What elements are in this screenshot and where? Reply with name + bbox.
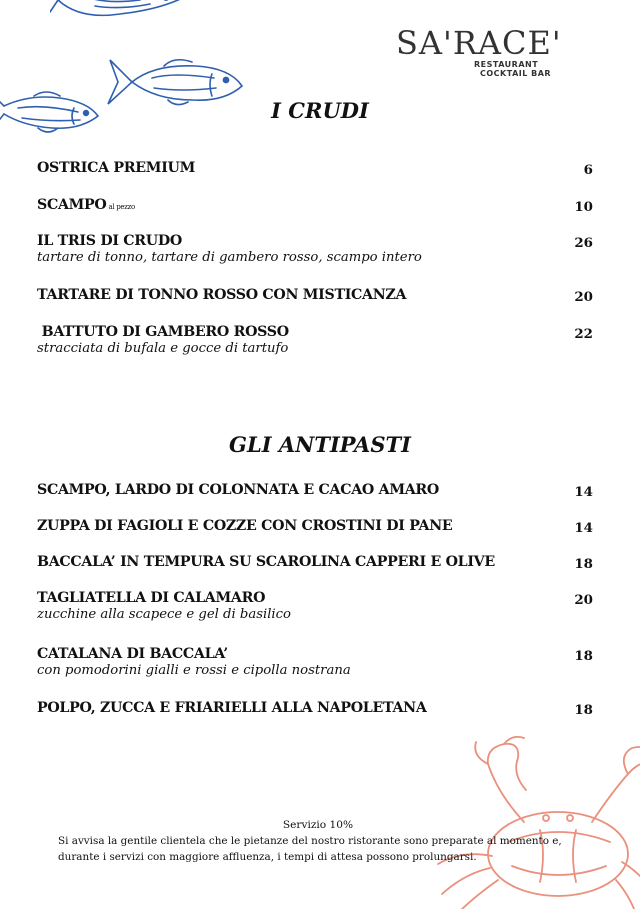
menu-item bbox=[37, 518, 593, 534]
item-price: 20 bbox=[574, 289, 593, 305]
item-price: 6 bbox=[584, 162, 593, 178]
item-name: SCAMPO, LARDO DI COLONNATA E CACAO AMARO bbox=[37, 482, 593, 498]
restaurant-logo bbox=[396, 18, 566, 78]
item-price: 26 bbox=[574, 235, 593, 251]
item-note: al pezzo bbox=[108, 203, 134, 211]
item-name: OSTRICA PREMIUM bbox=[37, 160, 593, 176]
logo-line-cocktail-bar: COCKTAIL BAR bbox=[480, 69, 551, 78]
item-price: 14 bbox=[574, 484, 593, 500]
item-description: stracciata di bufala e gocce di tartufo bbox=[37, 341, 593, 356]
item-name: IL TRIS DI CRUDO bbox=[37, 233, 593, 249]
menu-item bbox=[37, 287, 593, 303]
logo-name: SA'RACE' bbox=[396, 24, 562, 62]
item-name: TARTARE DI TONNO ROSSO CON MISTICANZA bbox=[37, 287, 593, 303]
item-name: CATALANA DI BACCALA’ bbox=[37, 646, 593, 662]
menu-item bbox=[37, 646, 593, 678]
section-title-antipasti: GLI ANTIPASTI bbox=[0, 432, 640, 457]
menu-item bbox=[37, 482, 593, 498]
item-price: 18 bbox=[574, 648, 593, 664]
section-title-crudi: I CRUDI bbox=[0, 98, 640, 123]
fish-illustration-top-icon bbox=[50, 0, 190, 22]
item-description: con pomodorini gialli e rossi e cipolla nostrana bbox=[37, 663, 593, 678]
menu-item bbox=[37, 160, 593, 176]
item-name: ZUPPA DI FAGIOLI E COZZE CON CROSTINI DI PANE bbox=[37, 518, 593, 534]
item-name: POLPO, ZUCCA E FRIARIELLI ALLA NAPOLETANA bbox=[37, 700, 593, 716]
item-price: 22 bbox=[574, 326, 593, 342]
item-price: 18 bbox=[574, 556, 593, 572]
item-name: BACCALA’ IN TEMPURA SU SCAROLINA CAPPERI E OLIVE bbox=[37, 554, 593, 570]
item-price: 18 bbox=[574, 702, 593, 718]
item-price: 20 bbox=[574, 592, 593, 608]
item-name: BATTUTO DI GAMBERO ROSSO bbox=[37, 324, 593, 340]
item-price: 14 bbox=[574, 520, 593, 536]
menu-item bbox=[37, 197, 593, 213]
item-description: zucchine alla scapece e gel di basilico bbox=[37, 607, 593, 622]
service-notice bbox=[58, 817, 578, 865]
notice-line-1: Si avvisa la gentile clientela che le pietanze del nostro ristorante sono preparate al momento e, bbox=[58, 833, 578, 849]
menu-item bbox=[37, 233, 593, 265]
menu-item bbox=[37, 590, 593, 622]
menu-item bbox=[37, 554, 593, 570]
item-price: 10 bbox=[574, 199, 593, 215]
menu-item bbox=[37, 324, 593, 356]
logo-line-restaurant: RESTAURANT bbox=[474, 60, 538, 69]
item-name: TAGLIATELLA DI CALAMARO bbox=[37, 590, 593, 606]
item-name: SCAMPO al pezzo bbox=[37, 197, 593, 213]
item-description: tartare di tonno, tartare di gambero rosso, scampo intero bbox=[37, 250, 593, 265]
notice-line-2: durante i servizi con maggiore affluenza, i tempi di attesa possono prolungarsi. bbox=[58, 849, 578, 865]
service-charge: Servizio 10% bbox=[58, 817, 578, 833]
menu-item bbox=[37, 700, 593, 716]
